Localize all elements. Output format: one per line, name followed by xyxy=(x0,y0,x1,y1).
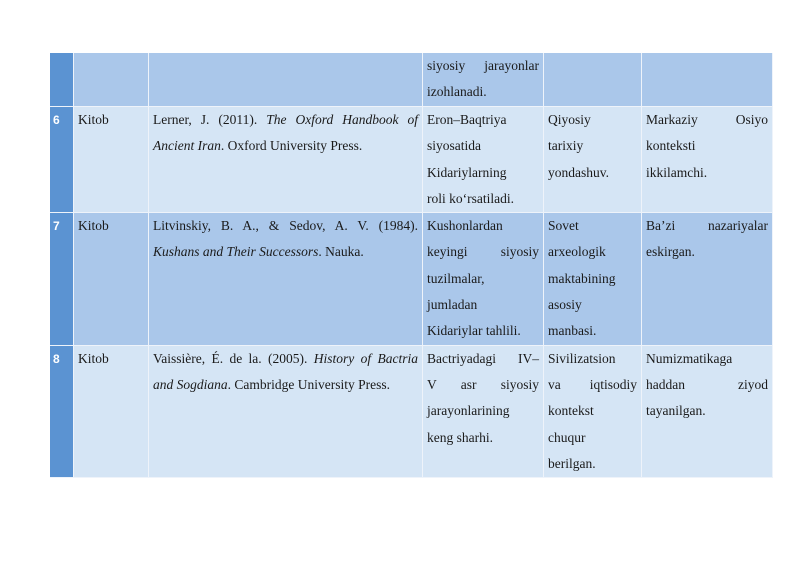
source-description xyxy=(423,107,544,213)
approach-line: va iqtisodiy xyxy=(548,376,637,392)
note-line: tayanilgan. xyxy=(646,403,706,419)
description-line: tuzilmalar, xyxy=(427,270,485,286)
description-line: siyosiy jarayonlar xyxy=(427,58,539,73)
approach-line: arxeologik xyxy=(548,244,606,260)
note-line: eskirgan. xyxy=(646,244,695,260)
approach-line: berilgan. xyxy=(548,455,596,471)
description-line: Kidariylar tahlili. xyxy=(427,323,521,339)
note-line: konteksti xyxy=(646,138,696,154)
source-type: Kitob xyxy=(74,346,149,478)
row-number: 7 xyxy=(50,213,74,345)
source-note xyxy=(642,53,773,107)
note-line: haddan ziyod xyxy=(646,376,768,392)
citation-title: The Oxford Handbook of Ancient Iran xyxy=(153,112,418,154)
approach-line: asosiy xyxy=(548,297,582,313)
citation-author: Vaissière, É. de la. (2005). xyxy=(153,350,314,366)
note-line: Numizmatikaga xyxy=(646,350,733,366)
approach-line: Qiyosiy xyxy=(548,112,591,127)
table-row xyxy=(50,107,773,213)
source-type xyxy=(74,53,149,107)
note-line: Markaziy Osiyo xyxy=(646,112,768,127)
table-row xyxy=(50,346,773,478)
source-approach xyxy=(544,213,642,345)
source-citation xyxy=(149,107,423,213)
description-line: roli ko‘rsatiladi. xyxy=(427,190,514,206)
source-description xyxy=(423,346,544,478)
description-line: keng sharhi. xyxy=(427,429,493,445)
citation-publisher: . Nauka. xyxy=(318,244,364,260)
description-line: V asr siyosiy xyxy=(427,376,539,392)
source-citation xyxy=(149,346,423,478)
citation-author: Lerner, J. (2011). xyxy=(153,112,267,127)
citation-author: Litvinskiy, B. A., & Sedov, A. V. (1984). xyxy=(153,218,418,234)
approach-line: manbasi. xyxy=(548,323,597,339)
description-line: jarayonlarining xyxy=(427,403,510,419)
row-number: 8 xyxy=(50,346,74,478)
description-line: Kidariylarning xyxy=(427,164,507,180)
note-line: ikkilamchi. xyxy=(646,164,708,180)
sources-table xyxy=(50,53,773,478)
description-line: jumladan xyxy=(427,297,478,313)
source-approach xyxy=(544,53,642,107)
source-note xyxy=(642,213,773,345)
description-line: Bactriyadagi IV– xyxy=(427,350,539,366)
citation-publisher: . Cambridge University Press. xyxy=(227,376,390,392)
table-row xyxy=(50,213,773,345)
source-description xyxy=(423,53,544,107)
citation-title: History of Bactria and Sogdiana xyxy=(153,350,418,392)
source-type: Kitob xyxy=(74,213,149,345)
description-line: Eron–Baqtriya xyxy=(427,112,507,127)
source-note xyxy=(642,346,773,478)
source-approach xyxy=(544,107,642,213)
source-citation xyxy=(149,53,423,107)
description-line: izohlanadi. xyxy=(427,84,487,100)
approach-line: Sovet xyxy=(548,218,579,234)
approach-line: chuqur xyxy=(548,429,586,445)
source-note xyxy=(642,107,773,213)
source-citation xyxy=(149,213,423,345)
citation-publisher: . Oxford University Press. xyxy=(220,138,363,154)
approach-line: Sivilizatsion xyxy=(548,350,616,366)
description-line: siyosatida xyxy=(427,138,481,154)
source-approach xyxy=(544,346,642,478)
note-line: Ba’zi nazariyalar xyxy=(646,218,768,234)
approach-line: kontekst xyxy=(548,403,594,419)
approach-line: yondashuv. xyxy=(548,164,609,180)
description-line: keyingi siyosiy xyxy=(427,244,539,260)
row-number: 6 xyxy=(50,107,74,213)
approach-line: tarixiy xyxy=(548,138,584,154)
source-type: Kitob xyxy=(74,107,149,213)
source-description xyxy=(423,213,544,345)
description-line: Kushonlardan xyxy=(427,218,503,234)
table-row xyxy=(50,53,773,107)
row-number xyxy=(50,53,74,107)
citation-title: Kushans and Their Successors xyxy=(153,244,319,260)
approach-line: maktabining xyxy=(548,270,616,286)
